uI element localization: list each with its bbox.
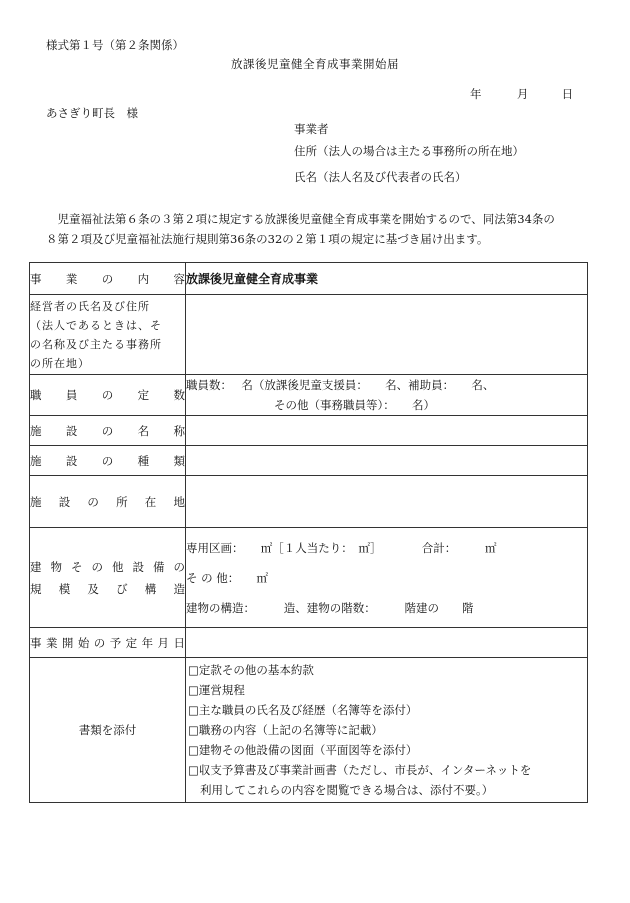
row-facility-type (30, 446, 588, 476)
document-title: 放課後児童健全育成事業開始届 (231, 57, 399, 71)
row-operator (30, 295, 588, 375)
row-staff (30, 375, 588, 416)
start-date-label: 事 業 開 始 の 予 定 年 月 日 (30, 635, 185, 650)
applicant-name: 氏名（法人名及び代表者の氏名） (294, 170, 467, 184)
attachment-checkbox[interactable]: □主な職員の氏名及び経歴（名簿等を添付） (188, 703, 418, 717)
business-content-label: 事 業 の 内 容 (30, 271, 185, 286)
notification-statement: 児童福祉法第６条の３第２項に規定する放課後児童健全育成事業を開始するので、同法第34条の８第２項及び児童福祉法施行規則第36条の32の２第１項の規定に基づき届け出ます。 (46, 212, 555, 246)
facility-type-label: 施 設 の 種 類 (30, 453, 185, 468)
facility-name-label: 施 設 の 名 称 (30, 423, 185, 438)
date-line (470, 86, 573, 102)
building-value[interactable] (186, 528, 588, 628)
row-start-date (30, 628, 588, 658)
row-facility-name (30, 416, 588, 446)
applicant-block (294, 124, 524, 194)
operator-value[interactable] (186, 295, 588, 375)
attachment-checkbox[interactable]: □建物その他設備の図面（平面図等を添付） (188, 743, 418, 757)
building-other: そ の 他： ㎡ (186, 570, 269, 585)
facility-type-value[interactable] (186, 446, 588, 476)
date-day: 日 (561, 87, 574, 101)
attachment-checkbox[interactable]: □運営規程 (188, 683, 245, 697)
row-facility-location (30, 476, 588, 528)
row-business-content (30, 263, 588, 295)
building-label: 建 物 そ の 他 設 備 の 規 模 及 び 構 造 (30, 528, 186, 628)
notification-form-table (29, 262, 588, 803)
business-content-value[interactable]: 放課後児童健全育成事業 (186, 263, 588, 295)
building-area: 専用区画： ㎡［１人当たり： ㎡］ 合計： ㎡ (186, 540, 497, 555)
staff-line-2: その他（事務職員等）： 名） (274, 398, 435, 412)
facility-location-value[interactable] (186, 476, 588, 528)
staff-value[interactable] (186, 375, 588, 416)
operator-label: 経営者の氏名及び住所 （法人であるときは、そ の名称及び主たる事務所 の所在地） (30, 295, 186, 375)
row-building (30, 528, 588, 628)
attachment-checkbox[interactable]: □職務の内容（上記の名簿等に記載） (188, 723, 383, 737)
start-date-value[interactable] (186, 628, 588, 658)
row-attachments (30, 658, 588, 803)
building-structure: 建物の構造： 造、建物の階数： 階建の 階 (186, 600, 474, 615)
facility-name-value[interactable] (186, 416, 588, 446)
date-year: 年 (470, 87, 482, 101)
applicant-label: 事業者 (294, 122, 329, 136)
attachment-note: 利用してこれらの内容を閲覧できる場合は、添付不要。） (200, 783, 494, 797)
form-number: 様式第１号（第２条関係） (46, 38, 184, 52)
addressee: あさぎり町長 様 (46, 106, 138, 120)
facility-location-label: 施 設 の 所 在 地 (30, 494, 185, 509)
date-month: 月 (516, 87, 529, 101)
staff-label: 職 員 の 定 数 (30, 388, 185, 402)
attachments-list (186, 658, 588, 803)
applicant-address: 住所（法人の場合は主たる事務所の所在地） (294, 144, 524, 158)
attachments-label: 書類を添付 (30, 658, 186, 803)
staff-line-1: 職員数： 名（放課後児童支援員： 名、補助員： 名、 (186, 378, 495, 392)
attachment-checkbox[interactable]: □定款その他の基本約款 (188, 663, 314, 677)
attachment-checkbox[interactable]: □収支予算書及び事業計画書（ただし、市長が、インターネットを (188, 763, 532, 777)
